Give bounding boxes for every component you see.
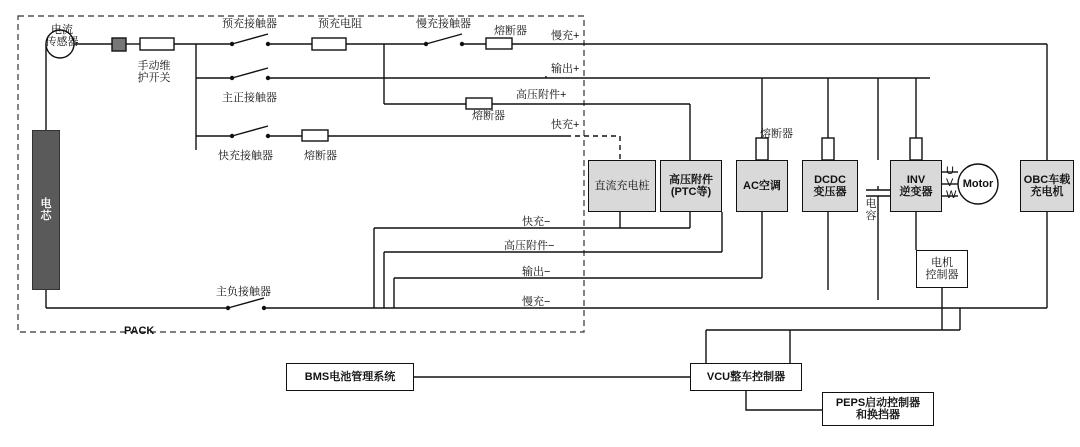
component-obc-sub: 充电机 [1030, 186, 1064, 198]
label-slow-charge-contactor: 慢充接触器 [416, 18, 471, 30]
component-peps-label: PEPS启动控制器 [835, 397, 921, 409]
motor-phase-u: U [946, 165, 954, 177]
label-hv-accessory-minus: 高压附件− [504, 240, 555, 252]
label-main-negative-contactor: 主负接触器 [216, 286, 271, 298]
label-main-positive-contactor: 主正接触器 [222, 92, 277, 104]
label-fuse-top: 熔断器 [494, 25, 527, 37]
label-fast-charge-plus: 快充+ [551, 119, 580, 131]
label-precharge-contactor: 预充接触器 [222, 18, 277, 30]
component-motor-controller-sub: 控制器 [925, 269, 959, 281]
component-peps-sub: 和换挡器 [856, 409, 900, 421]
component-obc[interactable] [1020, 160, 1074, 212]
motor-phase-v: V [946, 177, 954, 189]
label-capacitor: 电 容 [865, 198, 877, 222]
component-vcu[interactable] [690, 363, 802, 391]
label-manual-switch: 手动维 护开关 [137, 60, 171, 84]
component-hv-accessory-label: 高压附件 [669, 174, 713, 186]
component-dcdc-sub: 变压器 [813, 186, 847, 198]
component-bms-label: BMS电池管理系统 [304, 371, 396, 383]
component-motor-controller[interactable] [916, 250, 968, 288]
component-dcdc[interactable] [802, 160, 858, 212]
label-fast-charge-contactor: 快充接触器 [218, 150, 273, 162]
label-output-minus: 输出− [522, 266, 551, 278]
motor-phase-w: W [946, 189, 957, 201]
label-fuse-fast: 熔断器 [304, 150, 337, 162]
label-fast-charge-minus: 快充− [522, 216, 551, 228]
component-dcdc-label: DCDC [814, 174, 846, 186]
label-slow-charge-plus: 慢充+ [551, 30, 580, 42]
component-ac-compressor-label: AC空调 [743, 180, 781, 192]
component-inverter-label: INV [906, 174, 926, 186]
component-hv-accessory-sub: (PTC等) [670, 186, 712, 198]
component-hv-accessory[interactable] [660, 160, 722, 212]
component-peps[interactable] [822, 392, 934, 426]
component-dc-charge-pile[interactable] [588, 160, 656, 212]
component-cell-label: 电 [40, 198, 52, 210]
label-fuse-mid: 熔断器 [472, 110, 505, 122]
label-pack: PACK [124, 325, 155, 337]
label-fuse-ac: 熔断器 [760, 128, 793, 140]
label-current-sensor: 电流 传感器 [45, 24, 79, 48]
component-inverter-sub: 逆变器 [899, 186, 933, 198]
label-precharge-resistor: 预充电阻 [318, 18, 362, 30]
component-inverter[interactable] [890, 160, 942, 212]
component-dc-charge-pile-label: 直流充电桩 [594, 180, 650, 192]
label-output-plus: 输出+ [551, 63, 580, 75]
component-cell [32, 130, 60, 290]
component-obc-label: OBC车载 [1023, 174, 1071, 186]
label-slow-charge-minus: 慢充− [522, 296, 551, 308]
component-vcu-label: VCU整车控制器 [706, 371, 786, 383]
component-motor-controller-label: 电机 [931, 257, 953, 269]
component-cell-label2: 芯 [40, 210, 52, 222]
component-bms[interactable] [286, 363, 414, 391]
label-hv-accessory-plus: 高压附件+ [516, 89, 567, 101]
component-ac-compressor[interactable] [736, 160, 788, 212]
motor-label: Motor [962, 178, 994, 190]
